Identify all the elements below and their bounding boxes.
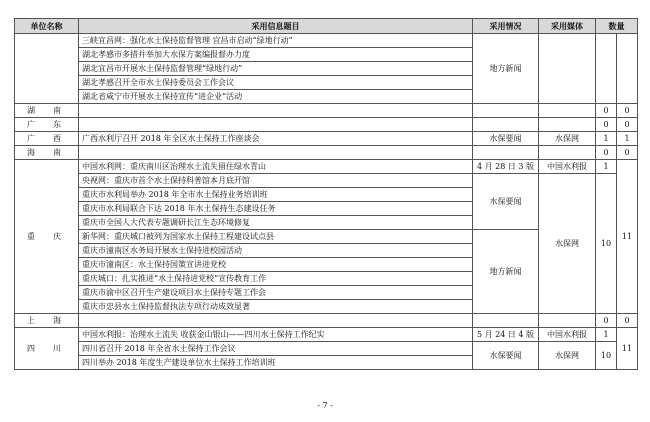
news-title: 广西水利厅召开 2018 年全区水土保持工作座谈会: [79, 132, 473, 146]
media-cell: [539, 104, 596, 118]
news-adoption-table: [14, 18, 638, 370]
news-title: 湖北省咸宁市开展水土保持宣传“进企业”活动: [79, 90, 473, 104]
media-cell: 水保网: [539, 342, 596, 370]
table-row: [15, 132, 638, 146]
situation-cell: [473, 118, 539, 132]
unit-cell: 广 西: [15, 132, 79, 146]
header-unit: 单位名称: [15, 19, 79, 34]
count-cell: 0: [596, 314, 617, 328]
media-cell: [539, 146, 596, 160]
situation-cell: [473, 314, 539, 328]
news-title: 重庆市忠县水土保持监督执法专项行动成效显著: [79, 300, 473, 314]
unit-cell: 四 川: [15, 328, 79, 370]
table-row: [15, 146, 638, 160]
total-cell: 11: [617, 328, 638, 370]
total-cell: 0: [617, 146, 638, 160]
table-row: [15, 118, 638, 132]
page-number: - 7 -: [317, 401, 333, 410]
media-cell: 水保网: [539, 174, 596, 314]
header-row: [15, 19, 638, 34]
situation-cell: 地方新闻: [473, 230, 539, 314]
news-title: 重庆市渝中区召开生产建设项目水土保持专题工作会: [79, 286, 473, 300]
situation-cell: 水保要闻: [473, 132, 539, 146]
news-title: 重庆市全国人大代表专题调研长江生态环境修复: [79, 216, 473, 230]
total-cell: 0: [617, 118, 638, 132]
header-media: 采用媒体: [539, 19, 596, 34]
news-title: [79, 104, 473, 118]
situation-cell: 地方新闻: [473, 34, 539, 104]
count-cell: 1: [596, 132, 617, 146]
total-cell: 0: [617, 104, 638, 118]
news-title: 重庆市潼南区：水土保持国策宣讲进党校: [79, 258, 473, 272]
media-cell: 中国水利报: [539, 160, 596, 174]
count-cell: 1: [596, 160, 617, 174]
news-title: 中国水利网：重庆南川区治理水土流失留住绿水青山: [79, 160, 473, 174]
unit-cell: 湖 南: [15, 104, 79, 118]
media-cell: [539, 118, 596, 132]
count-cell: 0: [596, 146, 617, 160]
total-cell: 1: [617, 132, 638, 146]
count-cell: 10: [596, 342, 617, 370]
unit-cell: 上 海: [15, 314, 79, 328]
count-cell: 1: [596, 328, 617, 342]
situation-cell: 5 月 24 日 4 版: [473, 328, 539, 342]
table-row: [15, 342, 638, 356]
media-cell: [539, 314, 596, 328]
total-cell: 0: [617, 314, 638, 328]
total-cell: [617, 34, 638, 104]
news-title: 湖北宜昌市开展水土保持监督管理“绿地行动”: [79, 62, 473, 76]
news-title: 中国水利报：治理水土流失 收获金山银山——四川水土保持工作纪实: [79, 328, 473, 342]
news-title: 四川省召开 2018 年全省水土保持工作会议: [79, 342, 473, 356]
table-row: [15, 174, 638, 188]
count-cell: 0: [596, 104, 617, 118]
news-title: [79, 118, 473, 132]
situation-cell: 水保要闻: [473, 174, 539, 230]
count-cell: 10: [596, 174, 617, 314]
situation-cell: 4 月 28 日 3 版: [473, 160, 539, 174]
unit-cell: 广 东: [15, 118, 79, 132]
news-title: 湖北孝感召开全市水土保持委员会工作会议: [79, 76, 473, 90]
news-title: 重庆市水利局举办 2018 年全市水土保持业务培训班: [79, 188, 473, 202]
media-cell: 中国水利报: [539, 328, 596, 342]
news-title: [79, 146, 473, 160]
news-title: 湖北孝感市多措并举加大水保方案编报督办力度: [79, 48, 473, 62]
news-title: 重庆市潼南区水务局开展水土保持进校园活动: [79, 244, 473, 258]
table-row: [15, 104, 638, 118]
news-title: 重庆城口：扎实推进“水土保持进党校”宣传教育工作: [79, 272, 473, 286]
situation-cell: [473, 104, 539, 118]
table-row: [15, 34, 638, 48]
header-count: 数量: [596, 19, 638, 34]
media-cell: [539, 34, 596, 104]
unit-cell: 海 南: [15, 146, 79, 160]
table-row: [15, 328, 638, 342]
table-row: [15, 314, 638, 328]
header-situation: 采用情况: [473, 19, 539, 34]
count-cell: 0: [596, 118, 617, 132]
news-title: 新华网：重庆城口被列为国家水土保持工程建设试点县: [79, 230, 473, 244]
news-title: 三峡宜昌网：强化水土保持监督管理 宜昌市启动“绿地行动”: [79, 34, 473, 48]
unit-cell-hubei: [15, 34, 79, 104]
news-title: 重庆市水利局联合下达 2018 年水土保持生态建设任务: [79, 202, 473, 216]
table-row: [15, 160, 638, 174]
count-cell: [596, 34, 617, 104]
situation-cell: 水保要闻: [473, 342, 539, 370]
total-cell: 11: [617, 160, 638, 314]
news-title: [79, 314, 473, 328]
situation-cell: [473, 146, 539, 160]
media-cell: 水保网: [539, 132, 596, 146]
unit-cell: 重 庆: [15, 160, 79, 314]
news-title: 四川举办 2018 年度生产建设单位水土保持工作培训班: [79, 356, 473, 370]
header-title: 采用信息题目: [79, 19, 473, 34]
news-title: 央视网：重庆市首个水土保持科普馆本月底开馆: [79, 174, 473, 188]
